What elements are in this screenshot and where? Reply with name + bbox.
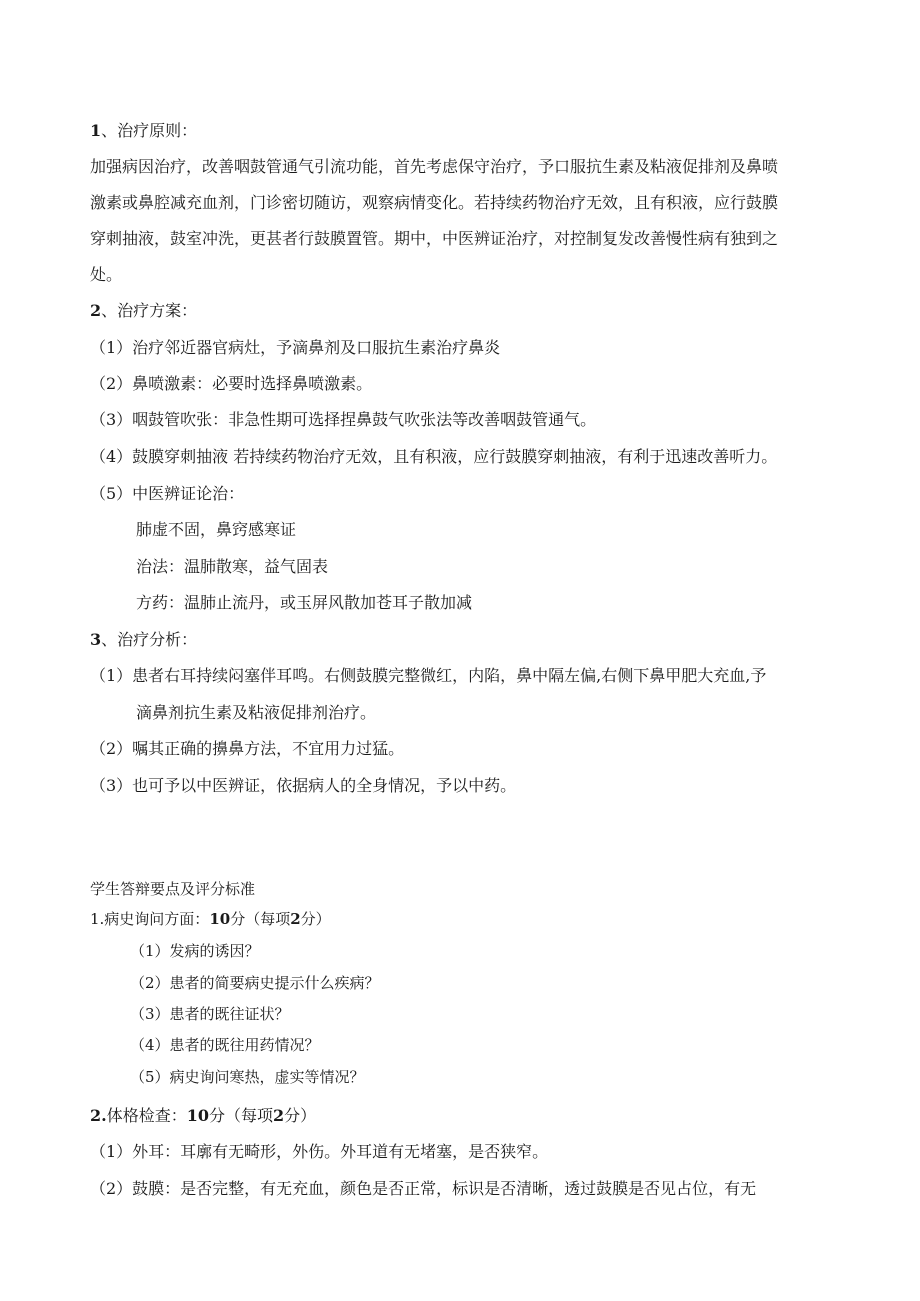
exam-item: （1）外耳：耳廓有无畸形，外伤。外耳道有无堵塞，是否狭窄。 xyxy=(90,1142,549,1161)
history-question: （3）患者的既往证状？ xyxy=(130,1005,290,1023)
tcm-syndrome: 肺虚不固，鼻窍感寒证 xyxy=(136,520,297,539)
history-score: 10 xyxy=(209,910,231,928)
section1-heading xyxy=(90,120,197,142)
exam-item: （2）鼓膜：是否完整，有无充血，颜色是否正常，标识是否清晰，透过鼓膜是否见占位，有无 xyxy=(90,1179,757,1198)
exam-score: 10 xyxy=(186,1106,209,1125)
history-heading-prefix: 1.病史询问方面： xyxy=(90,910,210,928)
section2-heading xyxy=(90,300,197,322)
section2-item: （1）治疗邻近器官病灶，予滴鼻剂及口服抗生素治疗鼻炎 xyxy=(90,338,501,357)
history-question: （5）病史询问寒热，虚实等情况？ xyxy=(130,1068,365,1086)
history-question: （4）患者的既往用药情况？ xyxy=(130,1036,320,1054)
grading-history-heading xyxy=(90,908,331,930)
grading-exam-heading xyxy=(90,1105,316,1127)
section3-item: （3）也可予以中医辨证，依据病人的全身情况，予以中药。 xyxy=(90,776,517,795)
section3-item-continuation: 滴鼻剂抗生素及粘液促排剂治疗。 xyxy=(136,703,377,722)
section2-item: （4）鼓膜穿刺抽液 若持续药物治疗无效，且有积液，应行鼓膜穿刺抽液，有利于迅速改善听力。 xyxy=(90,447,778,466)
section2-heading-number: 2 xyxy=(90,301,102,320)
exam-each-score: 2 xyxy=(273,1106,285,1125)
tcm-prescription: 方药：温肺止流丹，或玉屏风散加苍耳子散加减 xyxy=(136,593,473,612)
section1-heading-number: 1 xyxy=(90,121,102,140)
section2-item: （2）鼻喷激素：必要时选择鼻喷激素。 xyxy=(90,374,373,393)
history-question: （1）发病的诱因？ xyxy=(130,942,260,960)
section2-heading-text: 、治疗方案： xyxy=(101,301,198,320)
exam-heading-mid: 分（每项 xyxy=(208,1106,273,1125)
section1-paragraph-line: 加强病因治疗，改善咽鼓管通气引流功能，首先考虑保守治疗，予口服抗生素及粘液促排剂及鼻喷 xyxy=(90,157,779,176)
section3-item: （2）嘱其正确的擤鼻方法，不宜用力过猛。 xyxy=(90,739,405,758)
history-question: （2）患者的简要病史提示什么疾病？ xyxy=(130,974,380,992)
section1-paragraph-line: 穿刺抽液，鼓室冲洗，更甚者行鼓膜置管。期中，中医辨证治疗，对控制复发改善慢性病有独到之 xyxy=(90,229,779,248)
history-heading-suffix: 分） xyxy=(300,910,331,928)
section2-item: （3）咽鼓管吹张：非急性期可选择捏鼻鼓气吹张法等改善咽鼓管通气。 xyxy=(90,410,597,429)
history-each-score: 2 xyxy=(290,910,301,928)
section3-item: （1）患者右耳持续闷塞伴耳鸣。右侧鼓膜完整微红，内陷，鼻中隔左偏,右侧下鼻甲肥大充血,予 xyxy=(90,666,767,685)
section2-item: （5）中医辨证论治： xyxy=(90,484,245,503)
section3-heading-number: 3 xyxy=(90,630,102,649)
section3-heading-text: 、治疗分析： xyxy=(101,630,198,649)
history-heading-mid: 分（每项 xyxy=(230,910,291,928)
section3-heading xyxy=(90,629,197,651)
section1-heading-text: 、治疗原则： xyxy=(101,121,198,140)
section1-paragraph-line: 激素或鼻腔减充血剂，门诊密切随访，观察病情变化。若持续药物治疗无效，且有积液，应行鼓膜 xyxy=(90,193,779,212)
grading-title: 学生答辩要点及评分标准 xyxy=(90,880,256,898)
tcm-method: 治法：温肺散寒，益气固表 xyxy=(136,557,329,576)
exam-heading-number: 2. xyxy=(90,1106,107,1125)
section1-paragraph-line: 处。 xyxy=(90,265,123,284)
exam-heading-text: 体格检查： xyxy=(106,1106,187,1125)
exam-heading-suffix: 分） xyxy=(284,1106,317,1125)
